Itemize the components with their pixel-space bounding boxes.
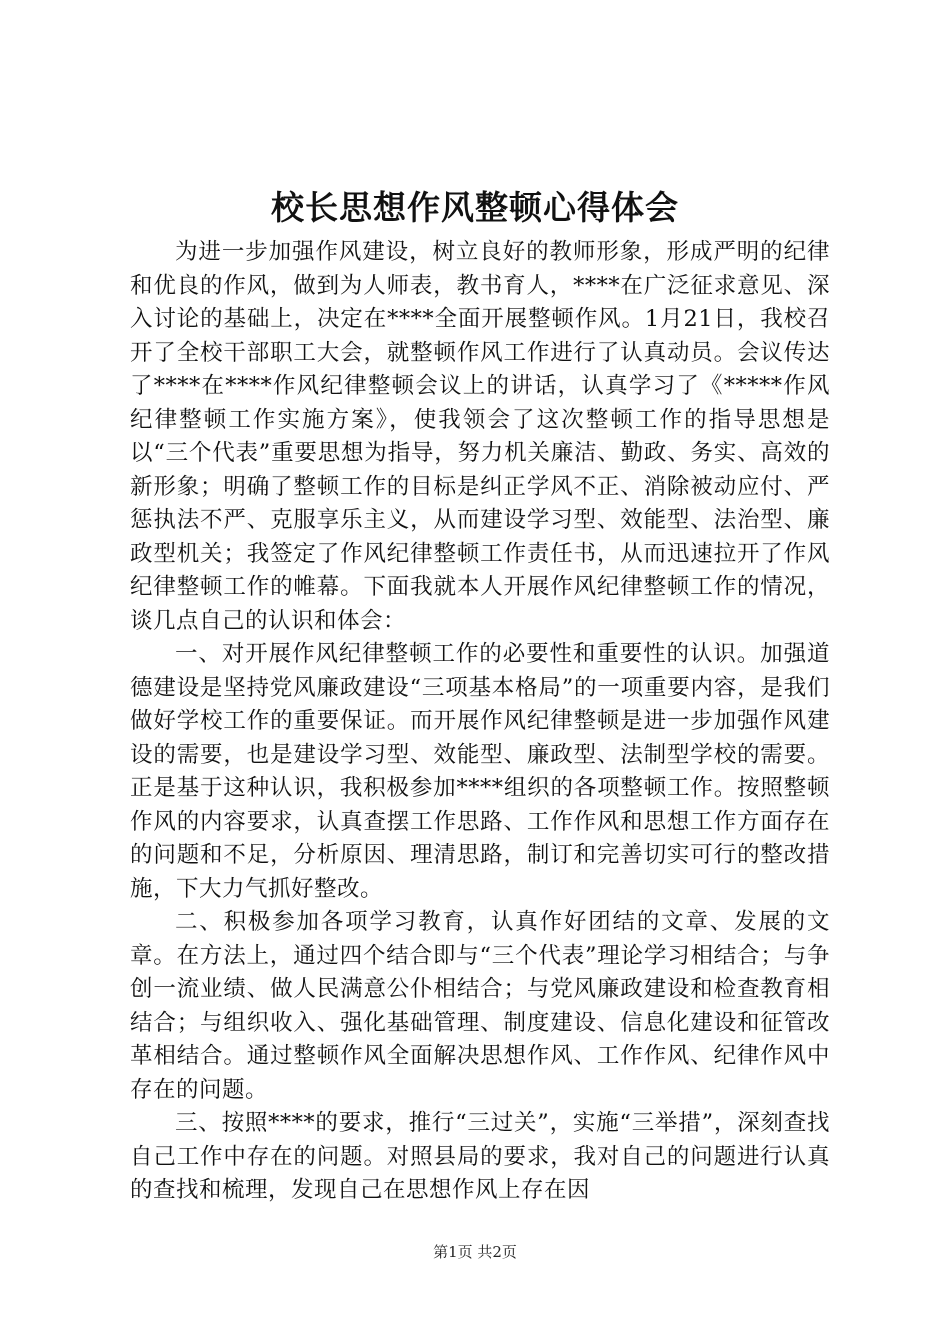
document-body: [130, 236, 830, 1208]
page-number-footer: 第1页 共2页: [433, 1243, 517, 1261]
paragraph-section-1: 一、对开展作风纪律整顿工作的必要性和重要性的认识。加强道德建设是坚持党风廉政建设“三项基本格局”的一项重要内容，是我们做好学校工作的重要保证。而开展作风纪律整顿是进一步加强作风建设的需要，也是建设学习型、效能型、廉政型、法制型学校的需要。正是基于这种认识，我积极参加****组织的各项整顿工作。按照整顿作风的内容要求，认真查摆工作思路、工作作风和思想工作方面存在的问题和不足，分析原因、理清思路，制订和完善切实可行的整改措施，下大力气抓好整改。: [130, 641, 830, 902]
document-title: 校长思想作风整顿心得体会: [271, 188, 679, 227]
paragraph-section-3: 三、按照****的要求，推行“三过关”，实施“三举措”，深刻查找自己工作中存在的问题。对照县局的要求，我对自己的问题进行认真的查找和梳理，发现自己在思想作风上存在因: [130, 1110, 830, 1203]
paragraph-section-2: 二、积极参加各项学习教育，认真作好团结的文章、发展的文章。在方法上，通过四个结合即与“三个代表”理论学习相结合；与争创一流业绩、做人民满意公仆相结合；与党风廉政建设和检查教育相结合；与组织收入、强化基础管理、制度建设、信息化建设和征管改革相结合。通过整顿作风全面解决思想作风、工作作风、纪律作风中存在的问题。: [130, 909, 830, 1103]
paragraph-intro: 为进一步加强作风建设，树立良好的教师形象，形成严明的纪律和优良的作风，做到为人师表，教书育人，****在广泛征求意见、深入讨论的基础上，决定在****全面开展整顿作风。1月21日，我校召开了全校干部职工大会，就整顿作风工作进行了认真动员。会议传达了****在****作风纪律整顿会议上的讲话，认真学习了《*****作风纪律整顿工作实施方案》，使我领会了这次整顿工作的指导思想是以“三个代表”重要思想为指导，努力机关廉洁、勤政、务实、高效的新形象；明确了整顿工作的目标是纠正学风不正、消除被动应付、严惩执法不严、克服享乐主义，从而建设学习型、效能型、法治型、廉政型机关；我签定了作风纪律整顿工作责任书，从而迅速拉开了作风纪律整顿工作的帷幕。下面我就本人开展作风纪律整顿工作的情况，谈几点自己的认识和体会：: [130, 239, 830, 634]
